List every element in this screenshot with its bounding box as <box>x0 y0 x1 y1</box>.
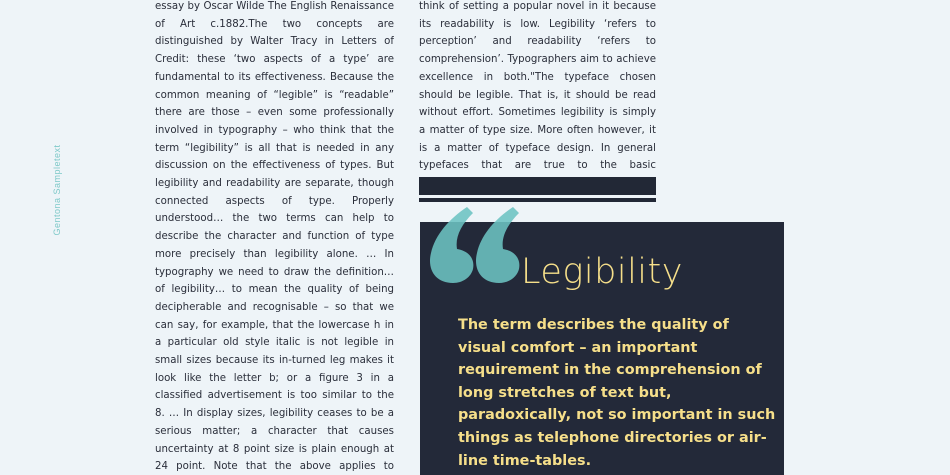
dark-bar <box>419 177 656 195</box>
side-label: Gentona Sampletext <box>52 144 62 236</box>
right-column-text: think of setting a popular novel in it because its readability is low. Legibility ‘refers to perception’ and readability ‘refers to comprehension’. Typographers aim to achieve excellence in both."The typeface chosen should be legible. That is, it should be read without effort. Sometimes legibility is simply a matter of type size. More often however, it is a matter of typeface design. In general typefaces that are true to the basic <box>419 1 656 172</box>
dark-rule <box>419 198 656 202</box>
panel-body: The term describes the quality of visual comfort – an important requirement in the comprehension of long stretches of text but, paradoxically, not so important in such things as telephone directories or air-line time-tables. <box>458 317 776 469</box>
left-column-text: essay by Oscar Wilde The English Renaissance of Art c.1882.The two concepts are distinguished by Walter Tracy in Letters of Credit: these ‘two aspects of a type’ are fundamental to its effectiveness. Because the common meaning of “legible” is “readable” there are those – even some professionally involved in typography – who think that the term “legibility” is all that is needed in any discussion on the effectiveness of types. But legibility and readability are separate, though connected aspects of type. Properly understood… the two terms can help to describe the character and function of type more precisely than legibility alone. … In typography we need to draw the definition… of legibility… to mean the quality of being decipherable and recognisable – so that we can say, for example, that the lowercase h in a particular old style italic is not legible in small sizes because its in-turned leg makes it look like the letter b; or a figure 3 in a classified advertisement is too similar to the 8. … In display sizes, legibility ceases to be a serious matter; a character that causes uncertainty at 8 point size is plain enough at 24 point. Note that the above applies to <box>155 1 394 473</box>
right-text-column <box>419 0 656 176</box>
open-double-quote-icon <box>427 205 547 285</box>
panel-title: Legibility <box>521 252 683 292</box>
left-text-column <box>155 0 394 475</box>
